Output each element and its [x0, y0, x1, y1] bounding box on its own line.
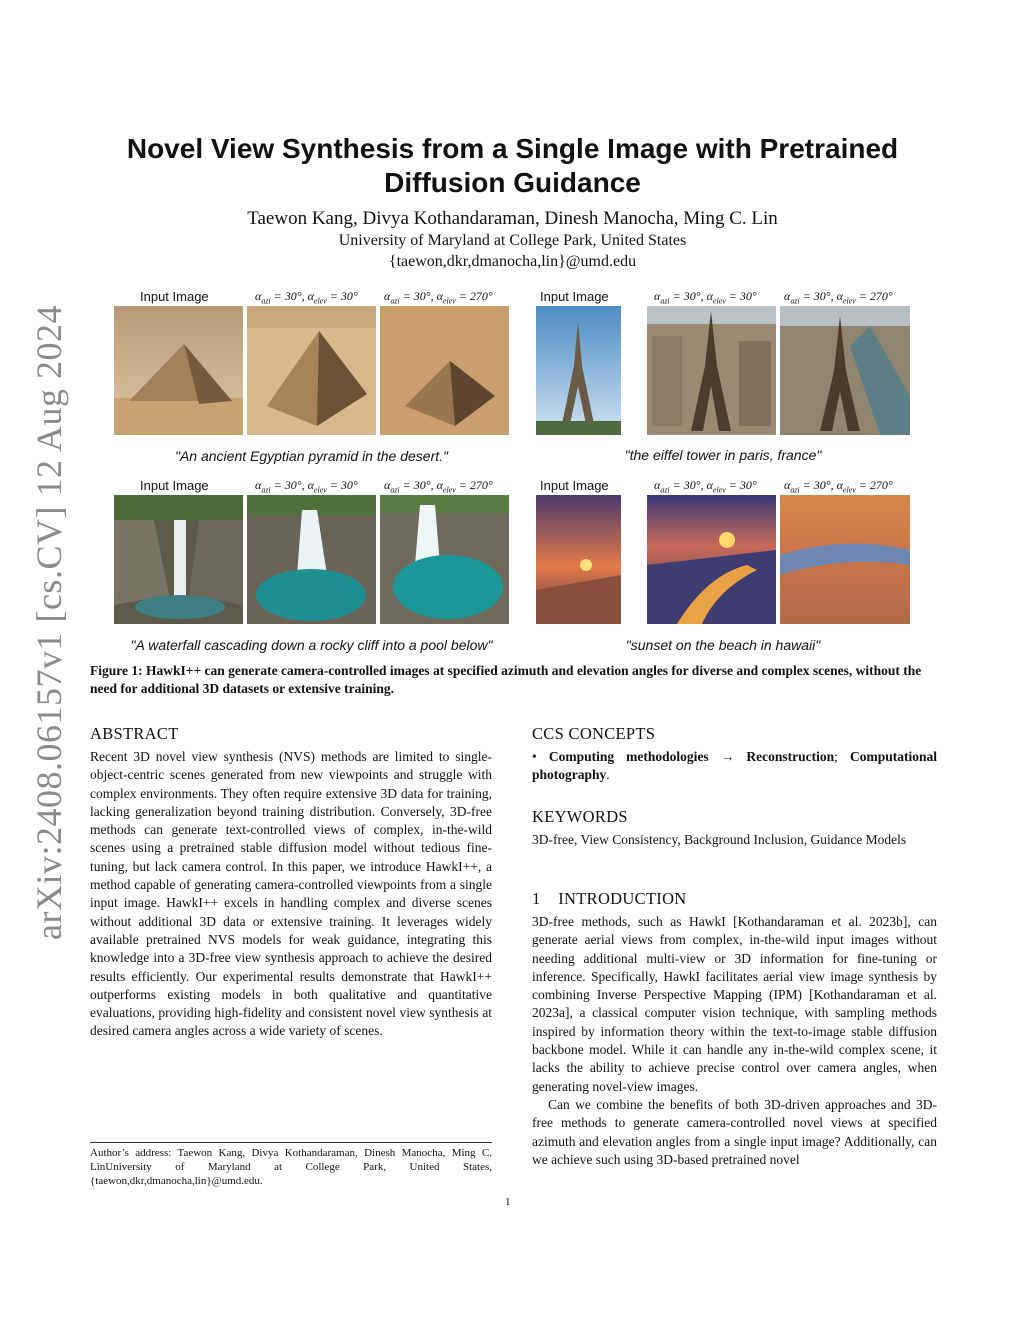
- affiliation: University of Maryland at College Park, United States: [338, 232, 687, 249]
- eiffel-view-30-30: [647, 306, 776, 435]
- abstract-heading: ABSTRACT: [90, 724, 179, 743]
- eiffel-input-image: [536, 306, 621, 435]
- angle-label-pyramid-2: $\alpha_{azi} = 30^\circ$, $\alpha_{elev} = 270^\circ$: [384, 289, 493, 306]
- prompt-waterfall: "A waterfall cascading down a rocky cliff into a pool below": [130, 637, 493, 653]
- angle-label-beach-1: $\alpha_{azi} = 30^\circ$, $\alpha_{elev} = 30^\circ$: [654, 478, 757, 495]
- title-line-2: Diffusion Guidance: [384, 167, 641, 198]
- footnote: Author’s address: Taewon Kang, Divya Kothandaraman, Dinesh Manocha, Ming C. LinUniversity of Maryland at College Park, United States, {taewon,dkr,dmanocha,lin}@umd.edu.: [90, 1147, 492, 1187]
- beach-view-30-270: [780, 495, 910, 624]
- angle-label-waterfall-1: $\alpha_{azi} = 30^\circ$, $\alpha_{elev} = 30^\circ$: [255, 478, 358, 495]
- abstract-paragraph: Recent 3D novel view synthesis (NVS) methods are limited to single-object-centric scenes generated from new viewpoints and struggle with complex environments. They often require extensive 3D data for training, lacking generalization beyond training distribution. Conversely, 3D-free methods can generate text-controlled views of complex, in-the-wild scenes using a pretrained stable diffusion model without tedious fine-tuning, but lack camera control. In this paper, we introduce HawkI++, a method capable of generating camera-controlled viewpoints from a single input image. HawkI++ excels in handling complex and diverse scenes without additional 3D data or extensive training. It leverages widely available pretrained NVS models for weak guidance, integrating this knowledge into a 3D-free view synthesis approach to achieve the desired results efficiently. Our experimental results demonstrate that HawkI++ outperforms existing models in both qualitative and quantitative evaluations, providing high-fidelity and consistent novel view synthesis at desired camera angles across a wide variety of scenes.: [90, 749, 492, 1039]
- title-line-1: Novel View Synthesis from a Single Image with Pretrained: [126, 133, 899, 164]
- page-number: 1: [505, 1196, 511, 1208]
- input-label-beach: Input Image: [540, 478, 609, 493]
- ccs-text: • Computing methodologies → Reconstruction; Computational photography.: [532, 749, 937, 783]
- author-email: {taewon,dkr,dmanocha,lin}@umd.edu: [388, 253, 637, 270]
- waterfall-input-image: [114, 495, 243, 624]
- angle-label-eiffel-2: $\alpha_{azi} = 30^\circ$, $\alpha_{elev} = 270^\circ$: [784, 289, 893, 306]
- prompt-beach: "sunset on the beach in hawaii": [625, 637, 821, 653]
- keywords-text: 3D-free, View Consistency, Background Inclusion, Guidance Models: [532, 832, 907, 847]
- angle-label-beach-2: $\alpha_{azi} = 30^\circ$, $\alpha_{elev} = 270^\circ$: [784, 478, 893, 495]
- intro-heading: 1 INTRODUCTION: [532, 889, 687, 908]
- keywords-heading: KEYWORDS: [532, 807, 628, 826]
- footnote-rule: [90, 1142, 492, 1143]
- pyramid-view-30-30: [247, 306, 376, 435]
- pyramid-input-image: [114, 306, 243, 435]
- input-label-eiffel: Input Image: [540, 289, 609, 304]
- arxiv-stamp: arXiv:2408.06157v1 [cs.CV] 12 Aug 2024: [29, 305, 69, 940]
- beach-view-30-30: [647, 495, 776, 624]
- ccs-heading: CCS CONCEPTS: [532, 724, 656, 743]
- intro-text: [532, 913, 937, 1169]
- prompt-pyramid: "An ancient Egyptian pyramid in the desert.": [175, 448, 448, 464]
- abstract-text: [90, 748, 492, 1041]
- angle-label-pyramid-1: $\alpha_{azi} = 30^\circ$, $\alpha_{elev} = 30^\circ$: [255, 289, 358, 306]
- intro-paragraph-2: Can we combine the benefits of both 3D-driven approaches and 3D-free methods to generate camera-controlled novel views at specified azimuth and elevation angles from a single input image? Additionally, can we achieve such using 3D-based pretrained novel: [532, 1096, 937, 1167]
- input-label-waterfall: Input Image: [140, 478, 209, 493]
- prompt-eiffel: "the eiffel tower in paris, france": [624, 447, 822, 463]
- eiffel-view-30-270: [780, 306, 910, 435]
- authors: Taewon Kang, Divya Kothandaraman, Dinesh Manocha, Ming C. Lin: [247, 208, 778, 229]
- input-label-pyramid: Input Image: [140, 289, 209, 304]
- figure-caption: Figure 1: HawkI++ can generate camera-controlled images at specified azimuth and elevation angles for diverse and complex scenes, without the need for additional 3D datasets or extensive training.: [90, 663, 922, 696]
- pyramid-view-30-270: [380, 306, 509, 435]
- waterfall-view-30-270: [380, 495, 509, 624]
- paper-title: [90, 132, 935, 200]
- intro-paragraph-1: 3D-free methods, such as HawkI [Kothandaraman et al. 2023b], can generate aerial views from complex, in-the-wild input images without needing additional multi-view or 3D information for fine-tuning or inference. Specifically, HawkI facilitates aerial view image synthesis by combining Inverse Perspective Mapping (IPM) [Kothandaraman et al. 2023a], a classical computer vision technique, with sampling methods inspired by information theory within the text-to-image stable diffusion backbone model. While it can handle any in-the-wild complex scene, it lacks the ability to achieve precise control over camera angles, when generating novel-view images.: [532, 914, 937, 1094]
- beach-input-image: [536, 495, 621, 624]
- waterfall-view-30-30: [247, 495, 376, 624]
- angle-label-eiffel-1: $\alpha_{azi} = 30^\circ$, $\alpha_{elev} = 30^\circ$: [654, 289, 757, 306]
- angle-label-waterfall-2: $\alpha_{azi} = 30^\circ$, $\alpha_{elev} = 270^\circ$: [384, 478, 493, 495]
